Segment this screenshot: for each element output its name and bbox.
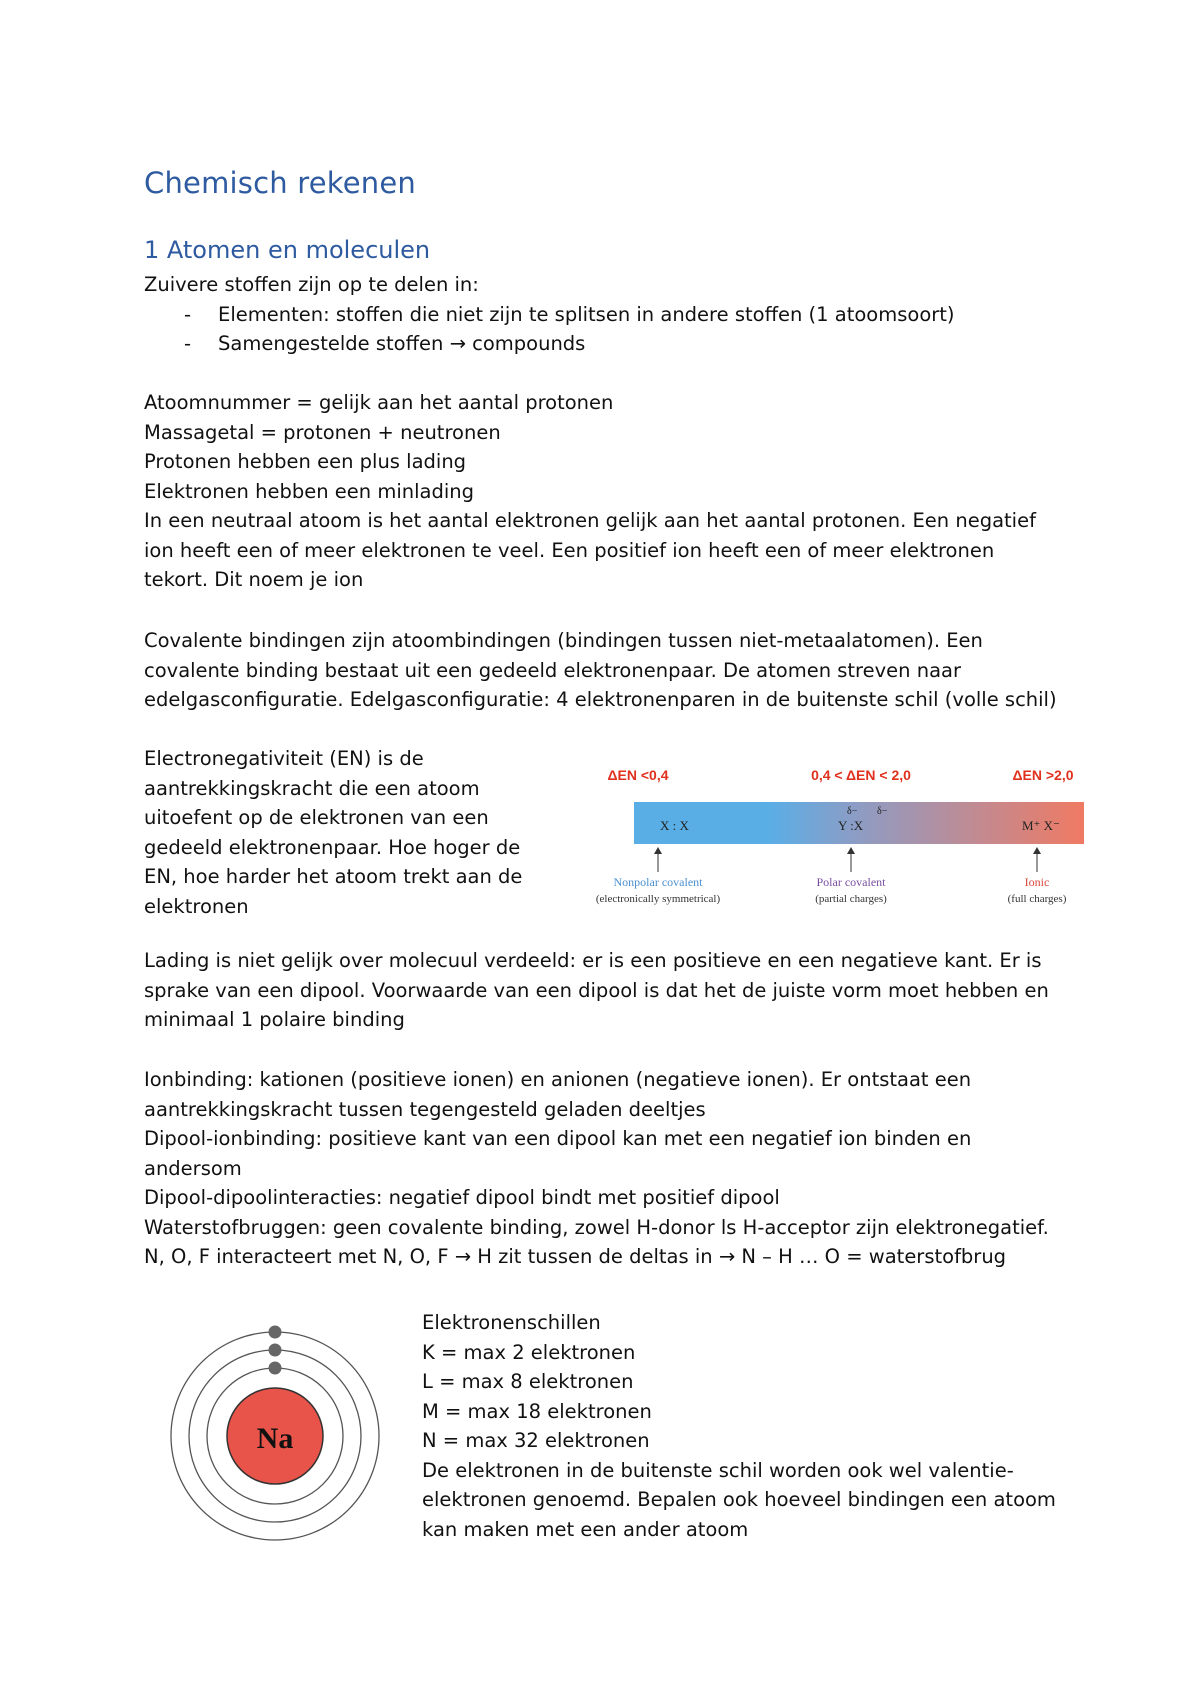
bonds-paragraph bbox=[144, 1065, 1064, 1272]
bullet-text: Samengestelde stoffen bbox=[218, 332, 444, 355]
text-line: tekort. Dit noem je ion bbox=[144, 568, 364, 591]
arrow-icon: → bbox=[454, 1245, 472, 1268]
arrowhead-icon bbox=[1033, 847, 1041, 854]
text-line: minimaal 1 polaire binding bbox=[144, 1008, 405, 1031]
electron-dot bbox=[269, 1326, 282, 1339]
covalent-paragraph bbox=[144, 626, 1064, 715]
text-line: Covalente bindingen zijn atoombindingen (bindingen tussen niet-metaalatomen). Een bbox=[144, 629, 983, 652]
text-line: andersom bbox=[144, 1156, 242, 1180]
arrow-icon: → bbox=[718, 1245, 736, 1268]
text-line: In een neutraal atoom is het aantal elektronen gelijk aan het aantal protonen. Een negatief bbox=[144, 509, 1036, 532]
text-line: aantrekkingskracht die een atoom bbox=[144, 776, 480, 800]
text-line: kan maken met een ander atoom bbox=[422, 1517, 749, 1541]
type-desc-polar: (partial charges) bbox=[815, 893, 887, 905]
text-line: Elektronen hebben een minlading bbox=[144, 479, 474, 503]
text-line bbox=[144, 1242, 1064, 1272]
text-line: EN, hoe harder het atoom trekt aan de bbox=[144, 865, 523, 888]
text-line: M = max 18 elektronen bbox=[422, 1399, 652, 1423]
text-line: K = max 2 elektronen bbox=[422, 1340, 636, 1364]
text-line: elektronen genoemd. Bepalen ook hoeveel bindingen een atoom bbox=[422, 1488, 1056, 1511]
delta-left-label: δ− bbox=[847, 806, 858, 817]
text-line: elektronen bbox=[144, 894, 249, 918]
electronegativity-figure bbox=[576, 758, 1096, 908]
text-line: edelgasconfiguratie. Edelgasconfiguratie: 4 elektronenparen in de buitenste schil (volle schil) bbox=[144, 688, 1057, 711]
text-line: N = max 32 elektronen bbox=[422, 1429, 650, 1452]
bullet-text: Elementen: stoffen die niet zijn te splitsen in andere stoffen (1 atoomsoort) bbox=[218, 302, 955, 326]
electron-shell-diagram bbox=[160, 1316, 400, 1556]
text-line: sprake van een dipool. Voorwaarde van een dipool is dat het de juiste vorm moet hebben en bbox=[144, 978, 1049, 1002]
electronegativity-paragraph bbox=[144, 744, 534, 921]
text-part: N, O, F interacteert met N, O, F bbox=[144, 1245, 449, 1268]
type-desc-nonpolar: (electronically symmetrical) bbox=[595, 893, 721, 905]
text-line: Massagetal = protonen + neutronen bbox=[144, 420, 501, 444]
text-line: Atoomnummer = gelijk aan het aantal protonen bbox=[144, 391, 614, 414]
text-line: Ionbinding: kationen (positieve ionen) en anionen (negatieve ionen). Er ontstaat een bbox=[144, 1068, 972, 1091]
electron-dot bbox=[269, 1362, 282, 1375]
text-line: Elektronenschillen bbox=[422, 1311, 601, 1334]
list-item bbox=[144, 329, 1064, 359]
text-line: De elektronen in de buitenste schil worden ook wel valentie- bbox=[422, 1458, 1014, 1482]
text-line: ion heeft een of meer elektronen te veel. Een positief ion heeft een of meer elektronen bbox=[144, 538, 995, 562]
bullet-dash: - bbox=[184, 332, 192, 355]
type-name-polar: Polar covalent bbox=[816, 875, 886, 889]
type-name-ionic: Ionic bbox=[1024, 875, 1050, 889]
text-line: Lading is niet gelijk over molecuul verdeeld: er is een positieve en een negatieve kant. Er is bbox=[144, 949, 1042, 972]
list-item bbox=[144, 300, 1064, 330]
bar-label-ionic: M⁺ X⁻ bbox=[1022, 818, 1060, 833]
intro-block bbox=[144, 270, 1064, 359]
arrowhead-icon bbox=[654, 847, 662, 854]
text-line: Dipool-dipoolinteracties: negatief dipool bindt met positief dipool bbox=[144, 1186, 780, 1209]
text-line: Protonen hebben een plus lading bbox=[144, 450, 467, 473]
range-label-nonpolar: ΔEN <0,4 bbox=[607, 767, 669, 783]
atom-symbol: Na bbox=[256, 1422, 294, 1455]
type-name-nonpolar: Nonpolar covalent bbox=[613, 875, 703, 889]
type-desc-ionic: (full charges) bbox=[1007, 893, 1067, 905]
dipole-paragraph bbox=[144, 946, 1064, 1035]
text-line: Waterstofbruggen: geen covalente binding, zowel H-donor ls H-acceptor zijn elektronegatief. bbox=[144, 1215, 1049, 1239]
text-part: H zit tussen de deltas in bbox=[477, 1245, 713, 1268]
range-label-ionic: ΔEN >2,0 bbox=[1012, 767, 1074, 783]
text-line: Dipool-ionbinding: positieve kant van een dipool kan met een negatief ion binden en bbox=[144, 1127, 972, 1150]
text-line: Electronegativiteit (EN) is de bbox=[144, 747, 424, 770]
arrowhead-icon bbox=[847, 847, 855, 854]
text-line: L = max 8 elektronen bbox=[422, 1370, 634, 1393]
text-line: covalente binding bestaat uit een gedeeld elektronenpaar. De atomen streven naar bbox=[144, 658, 962, 682]
section-heading: 1 Atomen en moleculen bbox=[144, 236, 431, 264]
bar-label-nonpolar: X : X bbox=[660, 818, 689, 833]
text-line: aantrekkingskracht tussen tegengesteld geladen deeltjes bbox=[144, 1097, 706, 1121]
bar-label-polar: Y :X bbox=[838, 818, 864, 833]
text-line: gedeeld elektronenpaar. Hoe hoger de bbox=[144, 835, 521, 859]
electron-dot bbox=[269, 1344, 282, 1357]
bullet-dash: - bbox=[184, 302, 192, 326]
atoms-paragraph bbox=[144, 388, 1064, 595]
text-part: N – H … O = waterstofbrug bbox=[741, 1245, 1007, 1268]
intro-lead: Zuivere stoffen zijn op te delen in: bbox=[144, 273, 479, 296]
arrow-icon: → bbox=[449, 332, 466, 355]
page-title: Chemisch rekenen bbox=[144, 166, 416, 200]
bullet-text: compounds bbox=[472, 332, 586, 355]
text-line: uitoefent op de elektronen van een bbox=[144, 806, 489, 829]
shells-paragraph bbox=[422, 1308, 1102, 1544]
delta-right-label: δ− bbox=[877, 806, 888, 817]
range-label-polar: 0,4 < ΔEN < 2,0 bbox=[811, 767, 911, 783]
